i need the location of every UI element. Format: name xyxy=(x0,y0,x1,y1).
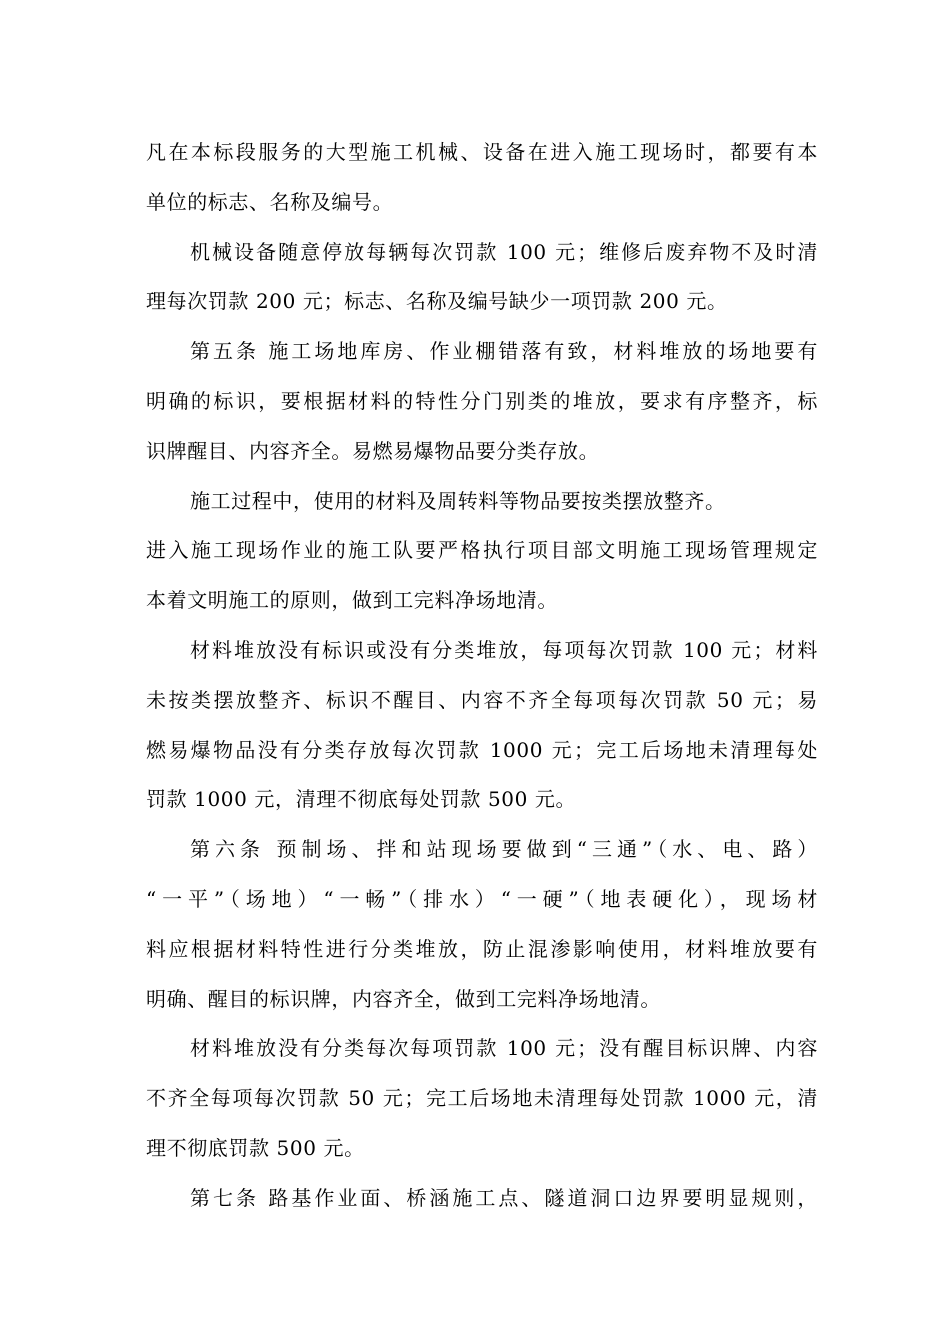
text-line: 明确的标识，要根据材料的特性分门别类的堆放，要求有序整齐，标 xyxy=(146,388,818,413)
text-line: 材料堆放没有标识或没有分类堆放，每项每次罚款 100 元；材料 xyxy=(190,637,818,662)
text-line: 第七条 路基作业面、桥涵施工点、隧道洞口边界要明显规则， xyxy=(190,1185,818,1210)
text-line: 单位的标志、名称及编号。 xyxy=(146,189,394,214)
document-body xyxy=(146,128,818,1224)
text-line: 识牌醒目、内容齐全。易燃易爆物品要分类存放。 xyxy=(146,438,600,463)
text-line: 凡在本标段服务的大型施工机械、设备在进入施工现场时，都要有本 xyxy=(146,140,818,164)
text-line: 机械设备随意停放每辆每次罚款 100 元；维修后废弃物不及时清 xyxy=(190,239,818,264)
text-line: 本着文明施工的原则，做到工完料净场地清。 xyxy=(146,588,558,613)
text-line: 料应根据材料特性进行分类堆放，防止混渗影响使用，材料堆放要有 xyxy=(146,936,818,961)
text-line: 第六条 预制场、拌和站现场要做到“三通”（水、电、路） xyxy=(190,837,818,862)
text-line: 进入施工现场作业的施工队要严格执行项目部文明施工现场管理规定 xyxy=(146,538,818,563)
text-line: 第五条 施工场地库房、作业棚错落有致，材料堆放的场地要有 xyxy=(190,339,818,364)
text-line: 施工过程中，使用的材料及周转料等物品要按类摆放整齐。 xyxy=(190,488,726,513)
text-line: 材料堆放没有分类每次每项罚款 100 元；没有醒目标识牌、内容 xyxy=(190,1036,818,1061)
text-line: 不齐全每项每次罚款 50 元；完工后场地未清理每处罚款 1000 元，清 xyxy=(146,1086,818,1111)
text-line: 燃易爆物品没有分类存放每次罚款 1000 元；完工后场地未清理每处 xyxy=(146,737,818,762)
text-line: 未按类摆放整齐、标识不醒目、内容不齐全每项每次罚款 50 元；易 xyxy=(146,687,818,712)
text-line: 理每次罚款 200 元；标志、名称及编号缺少一项罚款 200 元。 xyxy=(146,289,728,314)
text-line: 理不彻底罚款 500 元。 xyxy=(146,1135,365,1160)
text-line: 明确、醒目的标识牌，内容齐全，做到工完料净场地清。 xyxy=(146,986,661,1011)
text-line: “一平”（场地）“一畅”（排水）“一硬”（地表硬化），现场材 xyxy=(146,886,818,911)
text-line: 罚款 1000 元，清理不彻底每处罚款 500 元。 xyxy=(146,787,577,812)
